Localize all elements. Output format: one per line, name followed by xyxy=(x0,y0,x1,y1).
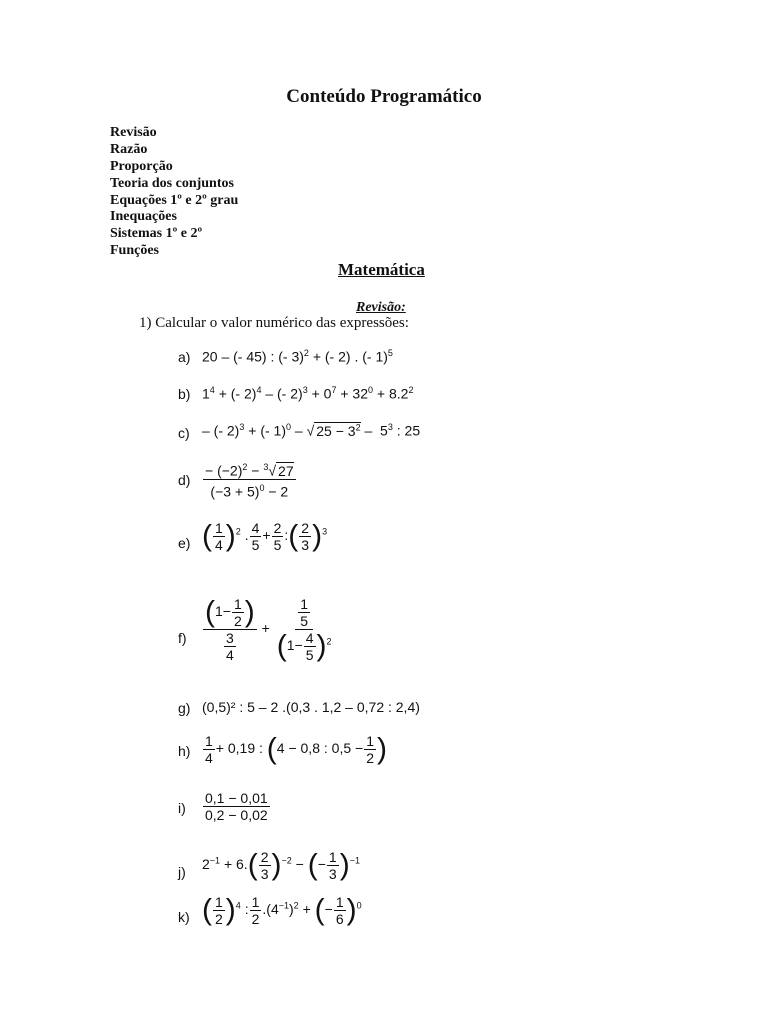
topic-item: Funções xyxy=(110,243,159,259)
item-label: e) xyxy=(178,535,191,551)
expression-b: $1^4$ + (- 2)$^4$ – (- $2)^3 + 0^7 + 32^0 + 8.2^2$ xyxy=(202,385,414,402)
topic-item: Sistemas 1º e 2º xyxy=(110,226,203,242)
page-title: Conteúdo Programático xyxy=(286,86,482,107)
item-label: g) xyxy=(178,700,191,716)
subject-heading: Matemática xyxy=(338,260,425,279)
expression-d: $\frac{- (-2)^2 - ^3√ 27}{(-3 + 5)^0 - 2}$ xyxy=(202,459,297,499)
expression-c: – (- 2)$^3$ + (- 1)$^0$ – √ $25 - 3^2 - 5^3$ : 25 xyxy=(202,422,421,439)
item-label: b) xyxy=(178,386,191,402)
topic-item: Revisão xyxy=(110,125,157,140)
topic-item: Equações 1º e 2º grau xyxy=(110,192,239,208)
item-label: i) xyxy=(178,800,186,816)
item-label: f) xyxy=(178,630,187,646)
fraction-denominator: 0,2 − 0,02 xyxy=(205,807,268,823)
topic-item: Inequações xyxy=(110,209,177,225)
item-label: a) xyxy=(178,349,191,365)
expression-g: (0,5)² : 5 – 2 .(0,3 . 1,2 – 0,72 : 2,4) xyxy=(202,699,420,715)
expression-k: ( $\frac{1}{2}$ )$^4$ : $\frac{1}{2}$ $.(4^{-1})^2$ + (− $\frac{1}{6}$ )$^0$ xyxy=(202,893,362,927)
topic-item: Razão xyxy=(110,141,148,157)
item-label: c) xyxy=(178,425,190,441)
topic-item: Proporção xyxy=(110,158,173,174)
topic-item: Teoria dos conjuntos xyxy=(110,175,234,191)
expression-i xyxy=(202,790,271,823)
expression-e: ( $\frac{1}{4}$ )$^2$ . $\frac{4}{5}$ + $\frac{2}{5}$ :( $\frac{2}{3}$ )$^3$ xyxy=(202,519,328,553)
question-text: 1) Calcular o valor numérico das expressões: xyxy=(139,315,409,331)
item-label: k) xyxy=(178,909,190,925)
fraction-numerator: 0,1 − 0,01 xyxy=(205,790,268,806)
expression-f: (1− $\frac{1}{2}$ ) $\frac{3}{4}$ + $\frac{1}{5}$ (1− $\frac{4}{5}$ )$^2$ xyxy=(205,595,332,663)
item-label: d) xyxy=(178,472,191,488)
item-label: h) xyxy=(178,743,191,759)
expression-a: 20 – (- 45) : (- 3)$^2$ + (- 2) . (- 1)$^5$ xyxy=(202,348,393,365)
expression-j: $2^{-1} + 6$.( $\frac{2}{3}$ )$^{-2}$ − (− $\frac{1}{3}$ )$^{-1}$ xyxy=(202,848,360,882)
item-label: j) xyxy=(178,864,186,880)
expression-h: $\frac{1}{4}$ + 0,19 : (4 − 0,8 : 0,5 − $\frac{1}{2}$ ) xyxy=(205,732,387,766)
topic-list xyxy=(110,125,238,260)
section-heading: Revisão: xyxy=(356,300,406,315)
